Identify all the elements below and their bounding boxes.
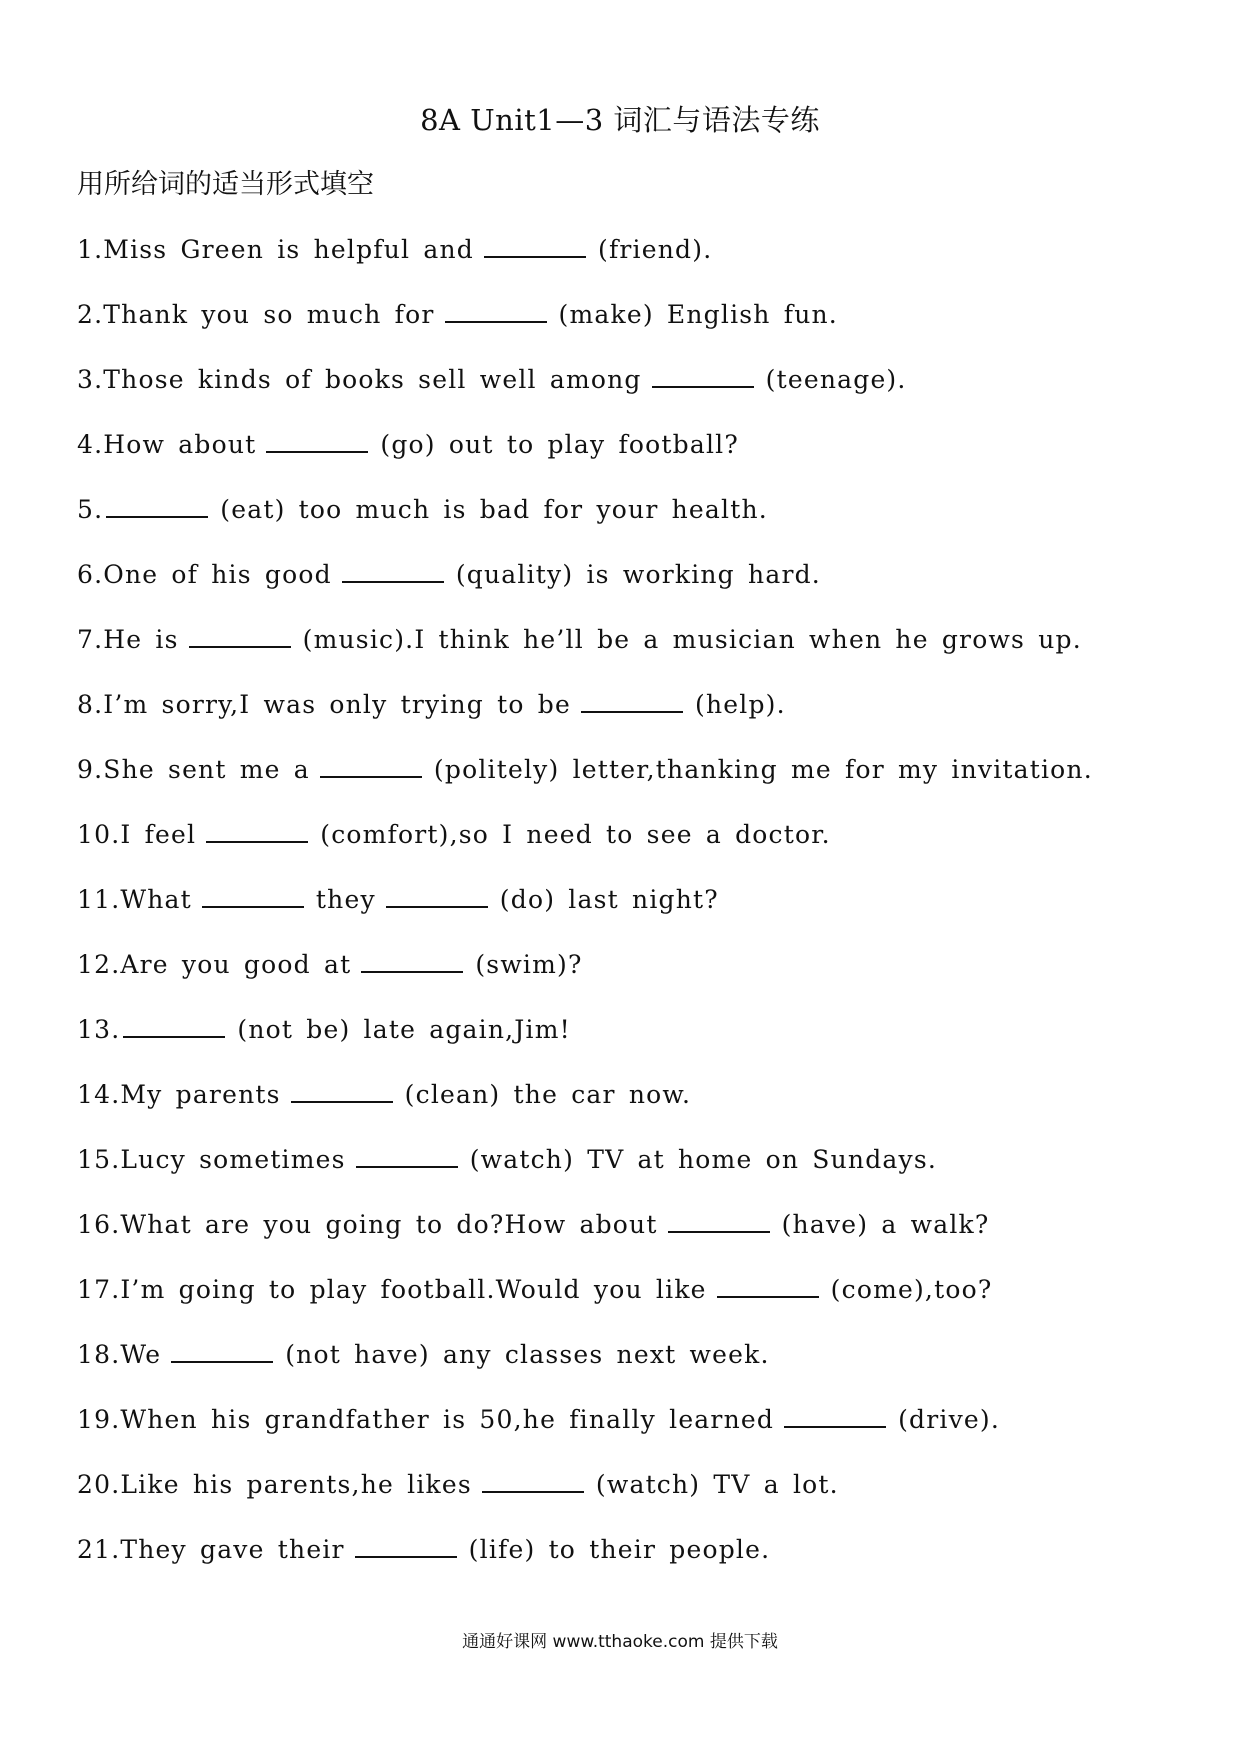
answer-blank[interactable]	[445, 297, 547, 323]
question-item	[77, 427, 1187, 492]
question-text: We	[120, 1340, 162, 1369]
question-number: 8.	[77, 690, 104, 719]
question-number: 1.	[77, 235, 104, 264]
answer-blank[interactable]	[320, 752, 422, 778]
question-text: (teenage).	[765, 365, 907, 394]
question-text: (eat) too much is bad for your health.	[220, 495, 768, 524]
question-item	[77, 1402, 1187, 1467]
question-text: Are you good at	[120, 950, 352, 979]
answer-blank[interactable]	[171, 1337, 273, 1363]
question-text: Miss Green is helpful and	[103, 235, 474, 264]
question-item	[77, 232, 1187, 297]
question-text: Like his parents,he likes	[120, 1470, 472, 1499]
question-number: 13.	[77, 1015, 121, 1044]
question-item	[77, 1467, 1187, 1532]
question-text: Thank you so much for	[103, 300, 435, 329]
question-item	[77, 1272, 1187, 1337]
question-text: (make) English fun.	[558, 300, 838, 329]
question-item	[77, 1207, 1187, 1272]
question-item	[77, 1532, 1187, 1597]
question-number: 5.	[77, 495, 104, 524]
answer-blank[interactable]	[386, 882, 488, 908]
answer-blank[interactable]	[355, 1532, 457, 1558]
question-text: (not be) late again,Jim!	[237, 1015, 571, 1044]
question-text: I feel	[120, 820, 197, 849]
question-item	[77, 492, 1187, 557]
question-text: They gave their	[120, 1535, 345, 1564]
question-text: (drive).	[898, 1405, 1000, 1434]
answer-blank[interactable]	[123, 1012, 225, 1038]
question-text: (music).I think he’ll be a musician when he grows up.	[302, 625, 1082, 654]
section-instruction: 用所给词的适当形式填空	[77, 169, 374, 200]
question-item	[77, 557, 1187, 622]
question-number: 4.	[77, 430, 104, 459]
question-item	[77, 947, 1187, 1012]
question-item	[77, 817, 1187, 882]
question-item	[77, 622, 1187, 687]
question-text: (watch) TV a lot.	[595, 1470, 839, 1499]
answer-blank[interactable]	[717, 1272, 819, 1298]
question-text: What	[120, 885, 192, 914]
question-text: (politely) letter,thanking me for my invitation.	[433, 755, 1093, 784]
question-text: (watch) TV at home on Sundays.	[469, 1145, 938, 1174]
question-number: 2.	[77, 300, 104, 329]
question-text: I’m going to play football.Would you like	[120, 1275, 707, 1304]
answer-blank[interactable]	[784, 1402, 886, 1428]
question-text: (come),too?	[830, 1275, 993, 1304]
question-number: 15.	[77, 1145, 121, 1174]
question-number: 18.	[77, 1340, 121, 1369]
footer-credit: 通通好课网 www.tthaoke.com 提供下载	[462, 1632, 778, 1652]
answer-blank[interactable]	[189, 622, 291, 648]
question-text: (friend).	[598, 235, 713, 264]
question-number: 19.	[77, 1405, 121, 1434]
question-list	[77, 232, 1187, 1597]
question-number: 14.	[77, 1080, 121, 1109]
question-text: My parents	[120, 1080, 281, 1109]
question-text: (not have) any classes next week.	[285, 1340, 770, 1369]
question-number: 9.	[77, 755, 104, 784]
question-item	[77, 362, 1187, 427]
question-number: 20.	[77, 1470, 121, 1499]
answer-blank[interactable]	[361, 947, 463, 973]
answer-blank[interactable]	[484, 232, 586, 258]
question-number: 11.	[77, 885, 121, 914]
question-number: 17.	[77, 1275, 121, 1304]
question-text: (clean) the car now.	[404, 1080, 692, 1109]
question-text: He is	[103, 625, 179, 654]
question-number: 10.	[77, 820, 121, 849]
answer-blank[interactable]	[202, 882, 304, 908]
question-text: (do) last night?	[499, 885, 719, 914]
question-number: 12.	[77, 950, 121, 979]
question-text: Those kinds of books sell well among	[103, 365, 642, 394]
answer-blank[interactable]	[482, 1467, 584, 1493]
question-text: I’m sorry,I was only trying to be	[103, 690, 572, 719]
question-number: 21.	[77, 1535, 121, 1564]
question-text: She sent me a	[103, 755, 310, 784]
question-number: 6.	[77, 560, 104, 589]
question-text: How about	[103, 430, 257, 459]
question-text: they	[315, 885, 376, 914]
question-text: (go) out to play football?	[380, 430, 739, 459]
question-item	[77, 752, 1187, 817]
answer-blank[interactable]	[291, 1077, 393, 1103]
answer-blank[interactable]	[652, 362, 754, 388]
question-number: 3.	[77, 365, 104, 394]
page-title: 8A Unit1—3 词汇与语法专练	[420, 103, 820, 137]
question-text: Lucy sometimes	[120, 1145, 346, 1174]
answer-blank[interactable]	[668, 1207, 770, 1233]
question-text: What are you going to do?How about	[120, 1210, 658, 1239]
answer-blank[interactable]	[266, 427, 368, 453]
question-item	[77, 297, 1187, 362]
question-item	[77, 882, 1187, 947]
question-item	[77, 1142, 1187, 1207]
question-item	[77, 1012, 1187, 1077]
answer-blank[interactable]	[581, 687, 683, 713]
question-text: (have) a walk?	[781, 1210, 990, 1239]
question-item	[77, 1077, 1187, 1142]
question-number: 16.	[77, 1210, 121, 1239]
question-text: (life) to their people.	[468, 1535, 771, 1564]
question-text: (help).	[695, 690, 786, 719]
answer-blank[interactable]	[342, 557, 444, 583]
question-item	[77, 687, 1187, 752]
question-text: When his grandfather is 50,he finally learned	[120, 1405, 775, 1434]
question-text: (comfort),so I need to see a doctor.	[320, 820, 831, 849]
question-item	[77, 1337, 1187, 1402]
answer-blank[interactable]	[106, 492, 208, 518]
question-text: (swim)?	[475, 950, 583, 979]
question-text: (quality) is working hard.	[455, 560, 821, 589]
answer-blank[interactable]	[356, 1142, 458, 1168]
answer-blank[interactable]	[206, 817, 308, 843]
question-number: 7.	[77, 625, 104, 654]
question-text: One of his good	[103, 560, 332, 589]
